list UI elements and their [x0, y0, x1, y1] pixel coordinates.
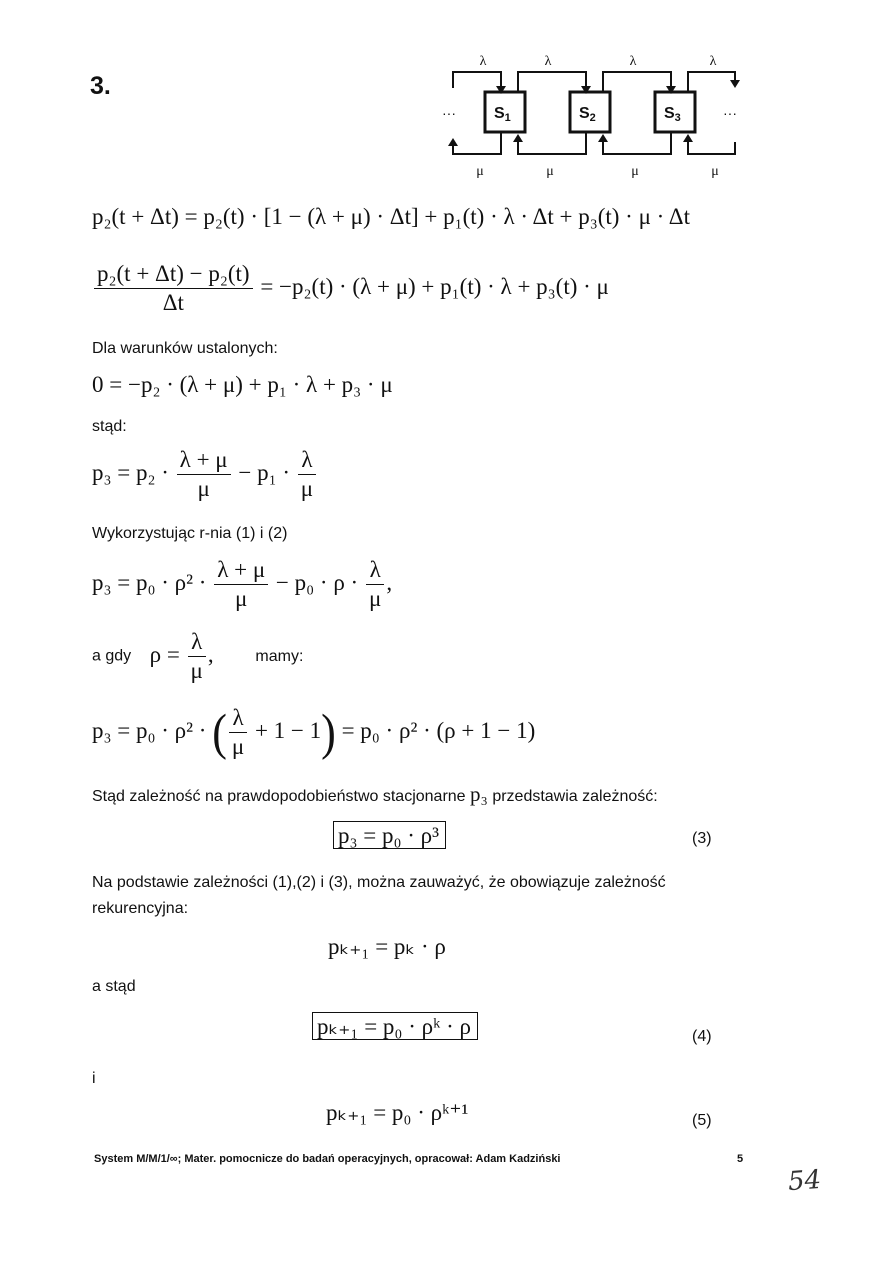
mu-label: μ	[631, 164, 639, 179]
section-number: 3.	[90, 72, 111, 100]
equation-number: (3)	[692, 830, 712, 847]
lambda-label: λ	[479, 54, 487, 69]
state-label: S	[579, 105, 590, 122]
svg-text:S2: S2	[579, 105, 596, 124]
steady-state-text: Dla warunków ustalonych:	[92, 340, 278, 357]
equation-steady: 0 = −p₂ · (λ + μ) + p₁ · λ + p₃ · μ	[92, 372, 393, 397]
equation-balance: p₂(t + Δt) = p₂(t) · [1 − (λ + μ) · Δt] + p₁(t) · λ · Δt + p₃(t) · μ · Δt	[92, 204, 690, 229]
page-number: 5	[737, 1153, 744, 1165]
svg-text:S1: S1	[494, 105, 511, 124]
svg-text:S3: S3	[664, 105, 681, 124]
arrowhead	[730, 80, 740, 88]
equation-number: (4)	[692, 1028, 712, 1045]
mu-label: μ	[711, 164, 719, 179]
mu-arrow-s2-s1	[518, 132, 586, 154]
hence-text: stąd:	[92, 418, 127, 435]
fraction-numerator: p₂(t + Δt) − p₂(t)	[97, 261, 250, 286]
basis-text-line2: rekurencyjna:	[92, 900, 189, 917]
equation-p3-from-p2: p₃ = p₂ · $\frac{\lambda + \mu}{\mu}$ − p₁ · $\frac{\lambda}{\mu}$	[92, 446, 318, 503]
mu-label: μ	[546, 164, 554, 179]
equation-p3-substituted: p₃ = p₀ · ρ² · $\frac{\lambda + \mu}{\mu}$ − p₀ · ρ · $\frac{\lambda}{\mu}$ ,	[92, 557, 393, 611]
lambda-arrow-s1-s2	[518, 72, 586, 92]
final-equation: pₖ₊₁ = p₀ · ρᵏ⁺¹	[326, 1100, 469, 1125]
fraction-denominator: Δt	[94, 288, 253, 317]
mu-arrow-in-s3	[688, 140, 735, 154]
lambda-arrow-s2-s3	[603, 72, 671, 92]
handwritten-page-number: 54	[786, 1164, 823, 1198]
rho-definition-line: a gdy ρ = $\frac{\lambda}{\mu}$ , mamy:	[92, 629, 304, 683]
lambda-label: λ	[629, 54, 637, 69]
hence-text-2: a stąd	[92, 978, 136, 995]
equation-derivative	[92, 260, 609, 317]
arrowhead	[448, 138, 458, 146]
boxed-equation-3: p₃ = p₀ · ρ³	[333, 823, 446, 849]
and-text: i	[92, 1070, 96, 1087]
mu-arrow-s1-out	[453, 132, 501, 154]
footer-text: System M/M/1/∞; Mater. pomocnicze do badań operacyjnych, opracował: Adam Kadziński	[94, 1153, 561, 1165]
lambda-arrow-in-s1	[453, 72, 501, 88]
conclusion-text: Stąd zależność na prawdopodobieństwo stacjonarne p₃ przedstawia zależność:	[92, 782, 658, 806]
arrowhead	[683, 134, 693, 142]
boxed-equation-4: pₖ₊₁ = p₀ · ρᵏ · ρ	[312, 1014, 478, 1040]
lambda-label: λ	[709, 54, 717, 69]
arrowhead	[513, 134, 523, 142]
mu-arrow-s3-s2	[603, 132, 671, 154]
state-label: S	[664, 105, 675, 122]
state-transition-diagram	[438, 50, 758, 180]
state-label: S	[494, 105, 505, 122]
mu-label: μ	[476, 164, 484, 179]
basis-text-line1: Na podstawie zależności (1),(2) i (3), można zauważyć, że obowiązuje zależność	[92, 874, 666, 891]
lambda-label: λ	[544, 54, 552, 69]
equation-rhs: = −p₂(t) · (λ + μ) + p₁(t) · λ + p₃(t) · μ	[260, 273, 609, 299]
arrowhead	[598, 134, 608, 142]
equation-number: (5)	[692, 1112, 712, 1129]
ellipsis-left: ···	[442, 105, 456, 121]
recurrence-equation: pₖ₊₁ = pₖ · ρ	[328, 934, 446, 959]
equation-p3-simplified: p₃ = p₀ · ρ² · ( $\frac{\lambda}{\mu}$ + 1 − 1) = p₀ · ρ² · (ρ + 1 − 1)	[92, 703, 536, 761]
using-equations-text: Wykorzystując r-nia (1) i (2)	[92, 525, 288, 542]
rho-definition: ρ = $\frac{\lambda}{\mu}$ ,	[149, 629, 214, 683]
ellipsis-right: ···	[723, 105, 737, 121]
lambda-arrow-out-s3	[688, 72, 735, 92]
